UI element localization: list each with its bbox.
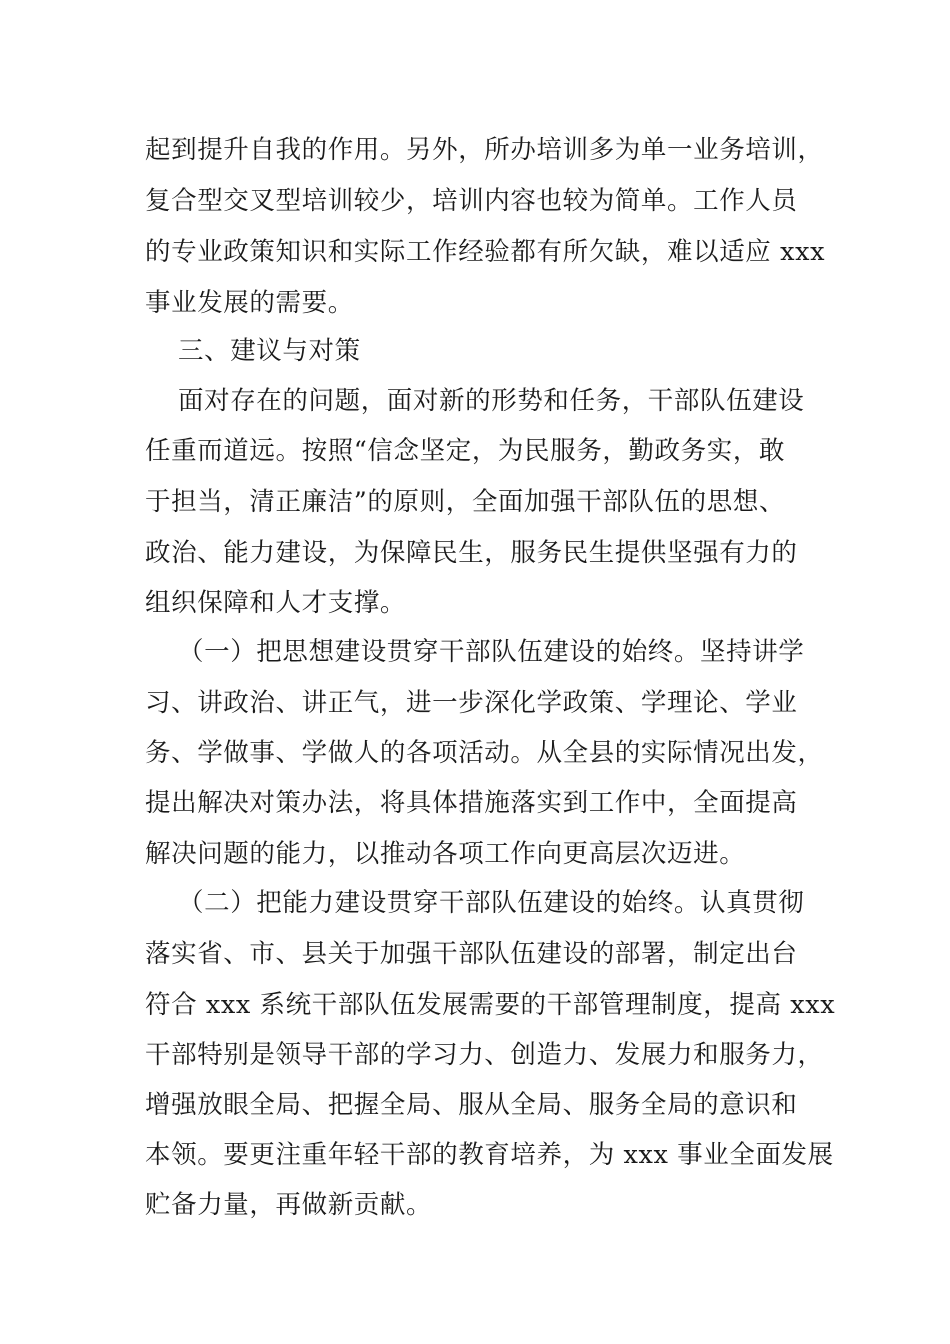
text-line: 落实省、市、县关于加强干部队伍建设的部署，制定出台 [145,939,798,969]
text-line: 本领。要更注重年轻干部的教育培养，为 xxx 事业全面发展 [145,1140,834,1170]
text-line: 符合 xxx 系统干部队伍发展需要的干部管理制度，提高 xxx [145,990,836,1020]
text-line: 组织保障和人才支撑。 [145,588,407,618]
text-line: 事业发展的需要。 [145,288,354,318]
text-line: 复合型交叉型培训较少，培训内容也较为简单。工作人员 [145,186,798,216]
text-line: 习、讲政治、讲正气，进一步深化学政策、学理论、学业 [145,688,798,718]
text-line: 解决问题的能力，以推动各项工作向更高层次迈进。 [145,839,746,869]
section-heading: 三、建议与对策 [178,336,361,366]
text-line: （二）把能力建设贯穿干部队伍建设的始终。认真贯彻 [178,888,805,918]
text-line: （一）把思想建设贯穿干部队伍建设的始终。坚持讲学 [178,637,805,667]
text-line: 贮备力量，再做新贡献。 [145,1190,433,1220]
text-line: 务、学做事、学做人的各项活动。从全县的实际情况出发， [145,738,824,768]
text-line: 提出解决对策办法，将具体措施落实到工作中，全面提高 [145,788,798,818]
text-line: 起到提升自我的作用。另外，所办培训多为单一业务培训， [145,135,824,165]
text-line: 于担当，清正廉洁”的原则，全面加强干部队伍的思想、 [145,487,786,517]
text-line: 的专业政策知识和实际工作经验都有所欠缺，难以适应 xxx [145,237,826,267]
text-line: 任重而道远。按照“信念坚定，为民服务，勤政务实，敢 [145,436,786,466]
text-line: 政治、能力建设，为保障民生，服务民生提供坚强有力的 [145,538,798,568]
text-line: 干部特别是领导干部的学习力、创造力、发展力和服务力， [145,1040,824,1070]
text-line: 面对存在的问题，面对新的形势和任务，干部队伍建设 [178,386,805,416]
text-line: 增强放眼全局、把握全局、服从全局、服务全局的意识和 [145,1090,798,1120]
